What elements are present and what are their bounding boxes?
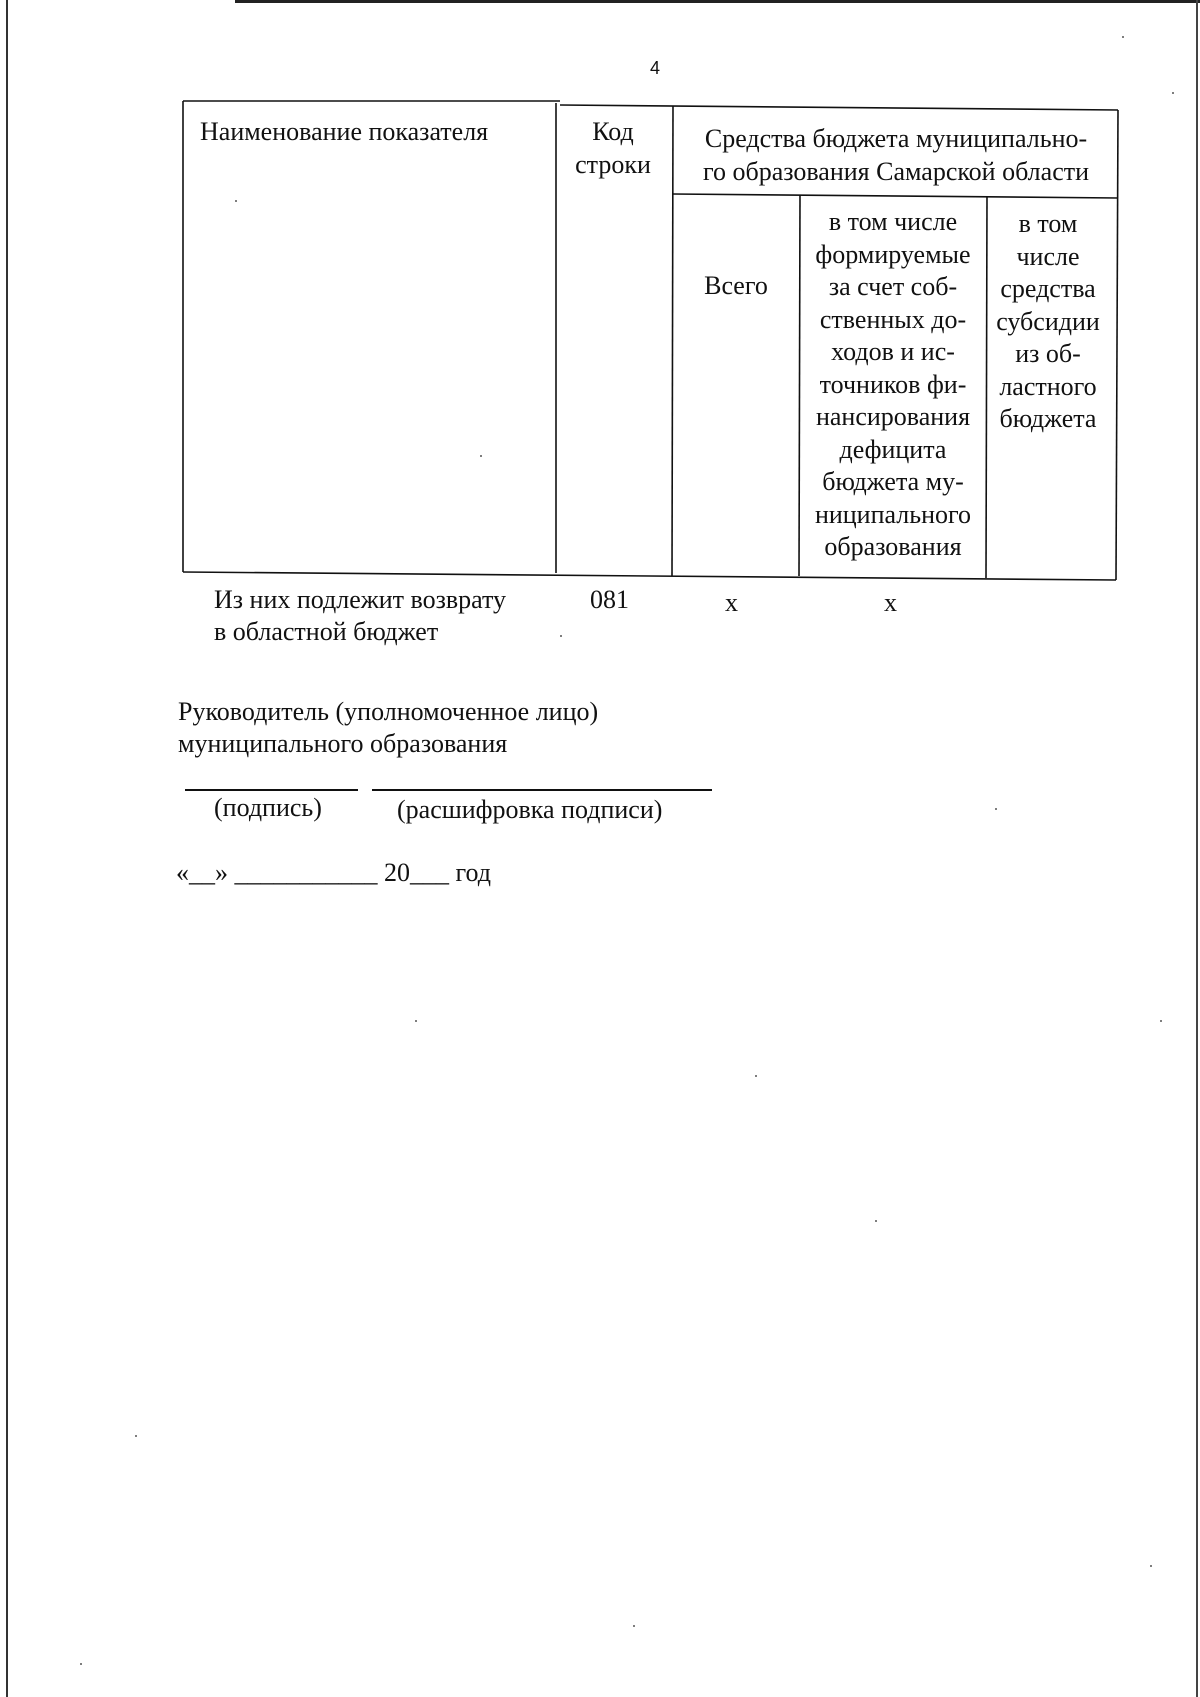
page-number: 4 <box>650 58 661 78</box>
header-municipal-budget-funds: Средства бюджета муниципально- го образования Самарской области <box>702 124 1090 186</box>
table-right-border <box>1116 110 1118 580</box>
row-total-value: x <box>725 588 738 617</box>
row-label-return-to-regional-budget: Из них подлежит возврату в областной бюджет <box>214 585 507 646</box>
row-own-revenue-value: x <box>884 588 897 617</box>
scan-speck <box>135 1435 137 1437</box>
signature-decoding-caption: (расшифровка подписи) <box>397 795 663 824</box>
header-indicator-name: Наименование показателя <box>200 117 489 146</box>
header-regional-subsidy-funds: в том числе средства субсидии из об- ластного бюджета <box>996 209 1100 433</box>
signature-caption: (подпись) <box>214 793 322 822</box>
funds-subheader-line <box>673 194 1118 198</box>
date-line: «__» ___________ 20___ год <box>176 858 491 887</box>
row-code-value: 081 <box>590 585 629 614</box>
head-title: Руководитель (уполномоченное лицо) муниципального образования <box>178 697 599 758</box>
scan-speck <box>560 635 562 637</box>
scan-speck <box>995 808 997 810</box>
table-top-border-right <box>560 105 1118 110</box>
col-divider-funds <box>672 106 673 576</box>
scan-speck <box>1122 36 1124 38</box>
header-total: Всего <box>704 271 768 300</box>
scan-speck <box>1150 1565 1152 1567</box>
table-bottom-border <box>183 572 1116 580</box>
scan-speck <box>1160 1020 1162 1022</box>
scan-speck <box>415 1020 417 1022</box>
scan-speck <box>875 1220 877 1222</box>
signature-line <box>185 789 358 791</box>
scan-speck <box>480 455 482 457</box>
signature-decoding-line <box>372 789 712 791</box>
header-own-revenue-funds: в том числе формируемые за счет соб- ственных до- ходов и ис- точников фи- нансирования дефицита бюджета му- ниципального образования <box>814 207 972 561</box>
scan-speck <box>235 200 237 202</box>
scan-speck <box>80 1663 82 1665</box>
col-divider-subsidy <box>986 196 987 578</box>
header-row-code: Код строки <box>575 117 651 179</box>
scan-speck <box>633 1625 635 1627</box>
scan-speck <box>755 1075 757 1077</box>
scan-speck <box>1172 92 1174 94</box>
